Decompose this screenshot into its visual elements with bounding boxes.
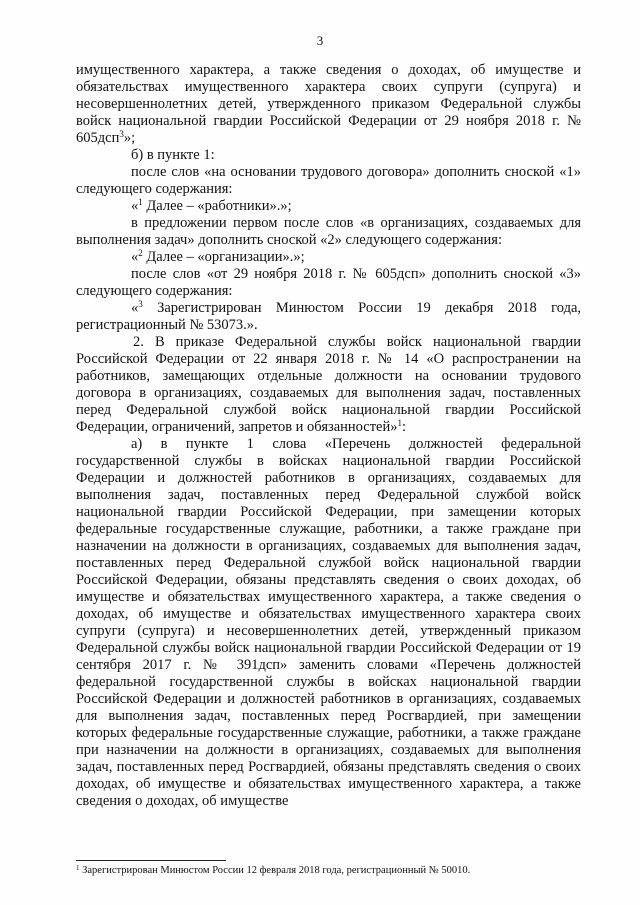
paragraph-9-text: 2. В приказе Федеральной службы войск национальной гвардии Российской Федерации от 22 января 2018 г. № 14 «О распространении на работников, замещающих отдельные должности на основании трудового договора в организациях, создаваемых для выполнения задач, поставленных перед Федеральной службой войск национальной гвардии Российской Федерации, ограничений, запретов и обязанностей» (76, 334, 581, 435)
paragraph-6-text: Далее – «организации».»; (146, 249, 305, 265)
footnote-mark-2: 2 (138, 248, 143, 258)
paragraph-1-text: имущественного характера, а также сведения о доходах, об имуществе и обязательствах имущественного характера своих супруги (супруга) и несовершеннолетних детей, утвержденного приказом Федеральной службы войск национальной гвардии Российской Федерации от 29 ноября 2018 г. № 605дсп (76, 62, 581, 146)
open-quote: « (131, 198, 139, 214)
paragraph-4-text: Далее – «работники».»; (146, 198, 292, 214)
paragraph-5: в предложении первом после слов «в организациях, создаваемых для выполнения задач» дополнить сноской «2» следующего содержания: (76, 215, 581, 248)
open-quote: « (131, 300, 139, 316)
footnote-ref-1: 1 (397, 418, 403, 428)
paragraph-8 (76, 300, 581, 334)
paragraph-10: а) в пункте 1 слова «Перечень должностей федеральной государственной службы в войсках национальной гвардии Российской Федерации и должностей работников в организациях, создаваемых для выполнения задач, поставленных перед Федеральной службой войск национальной гвардии Российской Федерации, при замещении которых федеральные государственные служащие, работники, а также граждане при назначении на должности в организациях, создаваемых для выполнения задач, поставленных перед Федеральной службой войск национальной гвардии Российской Федерации, обязаны представлять сведения о своих доходах, об имуществе и обязательствах имущественного характера, а также сведения о доходах, об имуществе и обязательствах имущественного характера своих супруги (супруга) и несовершеннолетних детей, утвержденный приказом Федеральной службы войск национальной гвардии Российской Федерации от 19 сентября 2017 г. № 391дсп» заменить словами «Перечень должностей федеральной государственной службы в войсках национальной гвардии Российской Федерации и должностей работников в организациях, создаваемых для выполнения задач, поставленных перед Росгвардией, при замещении которых федеральные государственные служащие, работники, а также граждане при назначении на должности в организациях, создаваемых для выполнения задач, поставленных перед Росгвардией, обязаны представлять сведения о своих доходах, об имуществе и обязательствах имущественного характера, а также сведения о доходах, об имуществе (76, 436, 581, 809)
footnote-mark-1: 1 (138, 197, 143, 207)
paragraph-4 (76, 198, 581, 215)
footnote-ref-3: 3 (119, 129, 124, 139)
footnote (76, 865, 581, 877)
footnote-mark-3: 3 (138, 299, 143, 309)
paragraph-2: б) в пункте 1: (131, 147, 215, 163)
page-number: 3 (316, 33, 324, 48)
paragraph-1 (76, 62, 581, 147)
open-quote: « (131, 249, 139, 265)
document-body (76, 62, 581, 810)
paragraph-1-suffix: »; (123, 130, 136, 146)
footnote-divider (76, 860, 226, 861)
paragraph-9-suffix: : (402, 419, 407, 435)
paragraph-7: после слов «от 29 ноября 2018 г. № 605дсп» дополнить сноской «3» следующего содержания: (76, 266, 581, 299)
paragraph-6 (76, 249, 581, 266)
paragraph-3: после слов «на основании трудового договора» дополнить сноской «1» следующего содержания: (76, 164, 581, 197)
footnote-text: Зарегистрирован Минюстом России 12 февраля 2018 года, регистрационный № 50010. (82, 865, 471, 876)
paragraph-9 (76, 334, 581, 436)
paragraph-8-text: Зарегистрирован Минюстом России 19 декабря 2018 года, регистрационный № 53073.». (76, 300, 582, 333)
footnote-marker: 1 (76, 864, 80, 872)
